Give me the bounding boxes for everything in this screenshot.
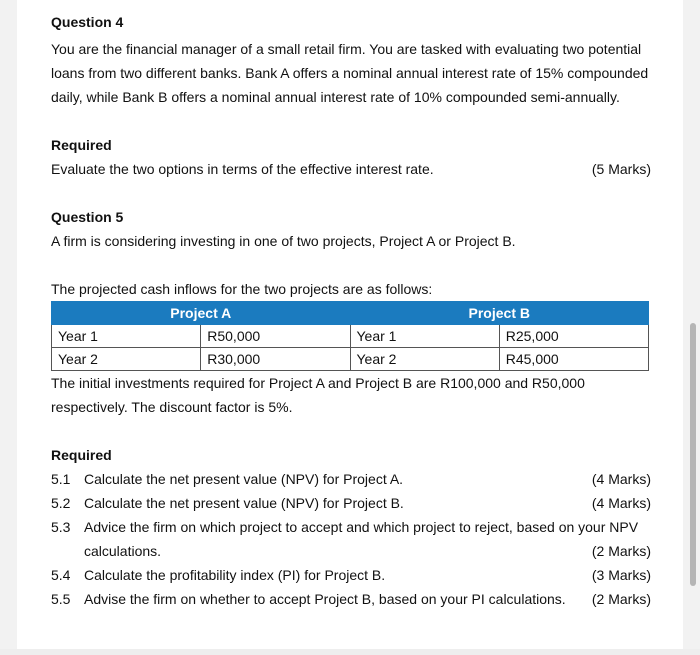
document-page bbox=[51, 10, 651, 611]
viewer-frame-left bbox=[0, 0, 17, 655]
item-marks: (2 Marks) bbox=[591, 591, 651, 607]
q5-item-5-3 bbox=[51, 515, 651, 563]
header-project-b: Project B bbox=[350, 302, 649, 325]
q4-task-row bbox=[51, 157, 651, 181]
q4-heading: Question 4 bbox=[51, 14, 124, 30]
cash-inflows-table bbox=[51, 301, 649, 371]
viewer-frame-bottom bbox=[0, 649, 700, 655]
item-marks: (4 Marks) bbox=[591, 471, 651, 487]
q4-task: Evaluate the two options in terms of the effective interest rate. bbox=[51, 161, 434, 177]
q4-required-heading: Required bbox=[51, 137, 112, 153]
q5-item-5-4 bbox=[51, 563, 651, 587]
q5-item-5-1 bbox=[51, 467, 651, 491]
item-text: Advise the firm on whether to accept Project B, based on your PI calculations. bbox=[84, 591, 566, 607]
item-marks: (3 Marks) bbox=[591, 567, 651, 583]
item-number: 5.5 bbox=[51, 591, 71, 607]
item-number: 5.2 bbox=[51, 495, 71, 511]
q5-investment-text: The initial investments required for Project A and Project B are R100,000 and R50,000 respectively. The discount factor is 5%. bbox=[51, 375, 585, 415]
cell-year-a: Year 1 bbox=[52, 325, 201, 348]
item-text: Calculate the net present value (NPV) for Project A. bbox=[84, 471, 404, 487]
q4-body: You are the financial manager of a small retail firm. You are tasked with evaluating two potential loans from two different banks. Bank A offers a nominal annual interest rate of 15% compounded daily, while Bank B offers a nominal annual interest rate of 10% compounded semi-annually. bbox=[51, 41, 649, 105]
q5-item-5-2 bbox=[51, 491, 651, 515]
table-row bbox=[52, 325, 649, 348]
cell-value-a: R30,000 bbox=[201, 348, 350, 371]
cell-year-b: Year 1 bbox=[350, 325, 499, 348]
q5-heading: Question 5 bbox=[51, 209, 124, 225]
table-header-row bbox=[52, 302, 649, 325]
item-text: Advice the firm on which project to accept and which project to reject, based on your NPV bbox=[84, 519, 639, 535]
scrollbar-thumb[interactable] bbox=[690, 323, 696, 586]
cell-value-b: R45,000 bbox=[499, 348, 648, 371]
item-number: 5.4 bbox=[51, 567, 71, 583]
item-text-continued: calculations. bbox=[84, 543, 162, 559]
item-number: 5.3 bbox=[51, 519, 71, 535]
cell-value-b: R25,000 bbox=[499, 325, 648, 348]
q5-required-heading: Required bbox=[51, 447, 112, 463]
cell-value-a: R50,000 bbox=[201, 325, 350, 348]
q4-marks: (5 Marks) bbox=[591, 161, 651, 177]
q5-intro: A firm is considering investing in one of two projects, Project A or Project B. bbox=[51, 233, 516, 249]
q5-table-intro: The projected cash inflows for the two projects are as follows: bbox=[51, 281, 433, 297]
item-number: 5.1 bbox=[51, 471, 71, 487]
q5-item-5-5 bbox=[51, 587, 651, 611]
item-text: Calculate the profitability index (PI) for Project B. bbox=[84, 567, 386, 583]
item-text: Calculate the net present value (NPV) for Project B. bbox=[84, 495, 404, 511]
item-marks: (2 Marks) bbox=[591, 543, 651, 559]
table-row bbox=[52, 348, 649, 371]
cell-year-a: Year 2 bbox=[52, 348, 201, 371]
item-marks: (4 Marks) bbox=[591, 495, 651, 511]
cell-year-b: Year 2 bbox=[350, 348, 499, 371]
header-project-a: Project A bbox=[52, 302, 351, 325]
